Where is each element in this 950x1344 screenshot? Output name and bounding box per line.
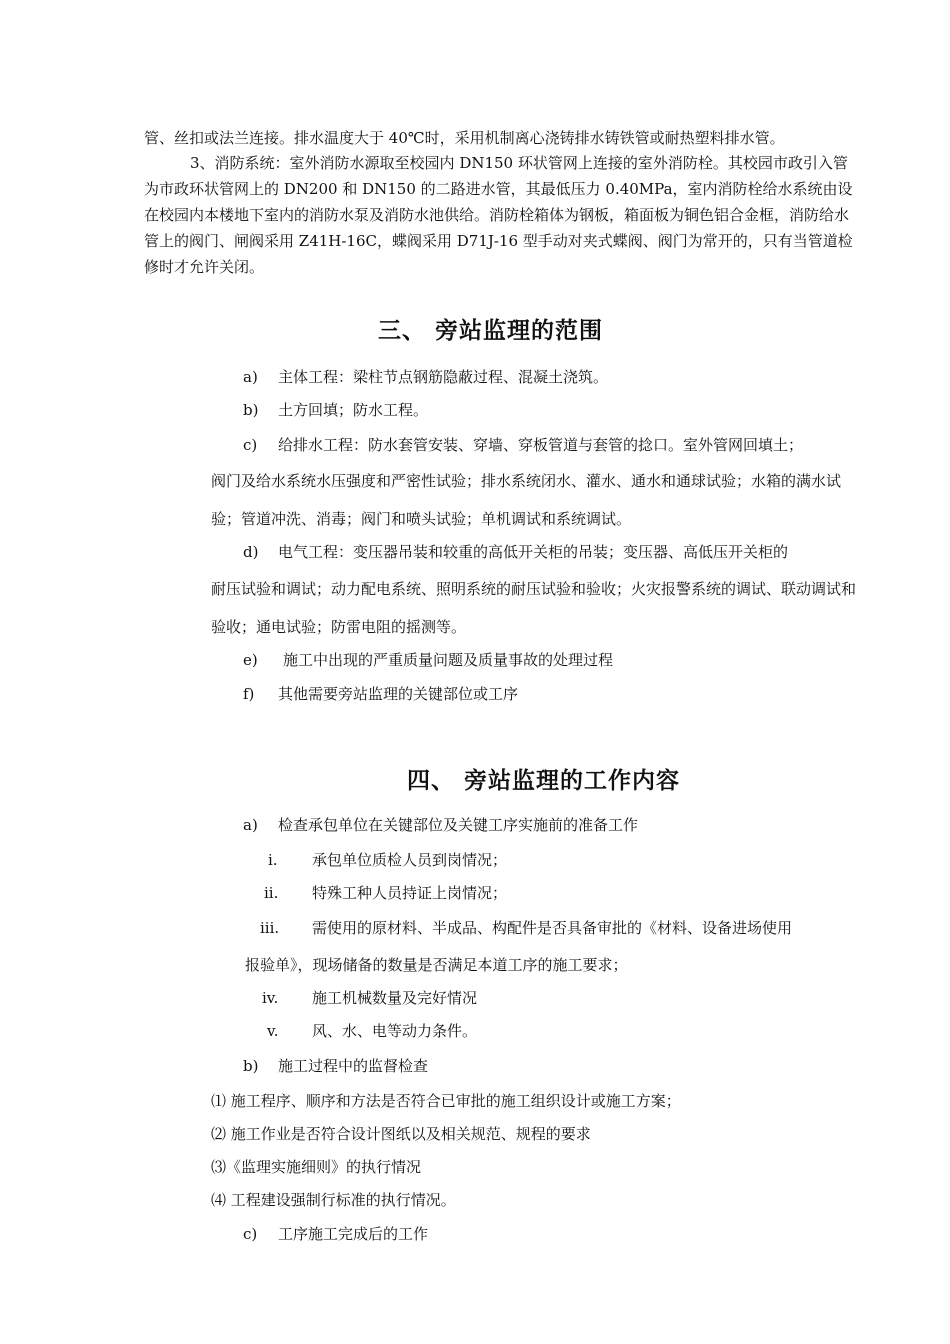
s4-item-b-text: 施工过程中的监督检查 <box>278 1057 429 1075</box>
s4-sub-ii-text: 特殊工种人员持证上岗情况； <box>312 884 508 902</box>
s3-item-f-marker: f) <box>243 685 255 703</box>
s3-item-e-text: 施工中出现的严重质量问题及质量事故的处理过程 <box>283 651 614 669</box>
s3-item-e-marker: e) <box>243 651 258 669</box>
s4-sub-v-text: 风、水、电等动力条件。 <box>312 1022 478 1040</box>
s4-sub-iii-text: 需使用的原材料、半成品、构配件是否具备审批的《材料、设备进场使用 <box>312 919 793 937</box>
s4-sub-iii-marker: iii. <box>260 919 280 937</box>
s4-sub-i-marker: i. <box>268 851 278 869</box>
s4-check-2: ⑵ 施工作业是否符合设计图纸以及相关规范、规程的要求 <box>211 1125 591 1143</box>
s3-item-a-marker: a) <box>243 368 258 386</box>
s3-item-c-continuation: 阀门及给水系统水压强度和严密性试验；排水系统闭水、灌水、通水和通球试验；水箱的满水试验；管道冲洗、消毒；阀门和喷头试验；单机调试和系统调试。 <box>211 472 842 528</box>
fire-system-paragraph: 3、消防系统：室外消防水源取至校园内 DN150 环状管网上连接的室外消防栓。其校园市政引入管为市政环状管网上的 DN200 和 DN150 的二路进水管，其最低压力 0.40MPa，室内消防栓给水系统由设在校园内本楼地下室内的消防水泵及消防水池供给。消防栓箱体为钢板，箱面板为铜色铝合金框，消防给水管上的阀门、闸阀采用 Z41H-16C，蝶阀采用 D71J-16 型手动对夹式蝶阀、阀门为常开的，只有当管道检修时才允许关闭。 <box>144 154 853 276</box>
s3-item-d-text: 电气工程：变压器吊装和较重的高低开关柜的吊装；变压器、高低压开关柜的 <box>278 543 789 561</box>
s4-sub-v-marker: v. <box>267 1022 279 1040</box>
s3-item-c-marker: c) <box>243 436 258 454</box>
s3-item-a-text: 主体工程：梁柱节点钢筋隐蔽过程、混凝土浇筑。 <box>278 368 609 386</box>
section-3-title: 三、 旁站监理的范围 <box>378 318 604 344</box>
s4-sub-iii-continuation: 报验单》，现场储备的数量是否满足本道工序的施工要求； <box>245 956 628 974</box>
s4-sub-ii-marker: ii. <box>264 884 279 902</box>
s4-sub-i-text: 承包单位质检人员到岗情况； <box>312 851 508 869</box>
s4-item-b-marker: b) <box>243 1057 259 1075</box>
s4-check-1: ⑴ 施工程序、顺序和方法是否符合已审批的施工组织设计或施工方案； <box>211 1092 681 1110</box>
s3-item-b-marker: b) <box>243 401 259 419</box>
s4-item-a-text: 检查承包单位在关键部位及关键工序实施前的准备工作 <box>278 816 639 834</box>
s3-item-f-text: 其他需要旁站监理的关键部位或工序 <box>278 685 519 703</box>
s4-item-c-text: 工序施工完成后的工作 <box>278 1225 429 1243</box>
s3-item-c-text: 给排水工程：防水套管安装、穿墙、穿板管道与套管的捻口。室外管网回填土； <box>278 436 804 454</box>
s3-item-b-text: 土方回填；防水工程。 <box>278 401 429 419</box>
intro-line: 管、丝扣或法兰连接。排水温度大于 40℃时，采用机制离心浇铸排水铸铁管或耐热塑料排水管。 <box>144 129 785 147</box>
s4-check-4: ⑷ 工程建设强制行标准的执行情况。 <box>211 1191 456 1209</box>
s4-sub-iv-marker: iv. <box>262 989 279 1007</box>
section-4-title: 四、 旁站监理的工作内容 <box>407 768 681 794</box>
s4-item-c-marker: c) <box>243 1225 258 1243</box>
s4-sub-iv-text: 施工机械数量及完好情况 <box>312 989 478 1007</box>
s4-item-a-marker: a) <box>243 816 258 834</box>
s3-item-d-marker: d) <box>243 543 259 561</box>
s3-item-d-continuation: 耐压试验和调试；动力配电系统、照明系统的耐压试验和验收；火灾报警系统的调试、联动调试和验收；通电试验；防雷电阻的摇测等。 <box>211 580 857 636</box>
s4-check-3: ⑶《监理实施细则》的执行情况 <box>211 1158 422 1176</box>
